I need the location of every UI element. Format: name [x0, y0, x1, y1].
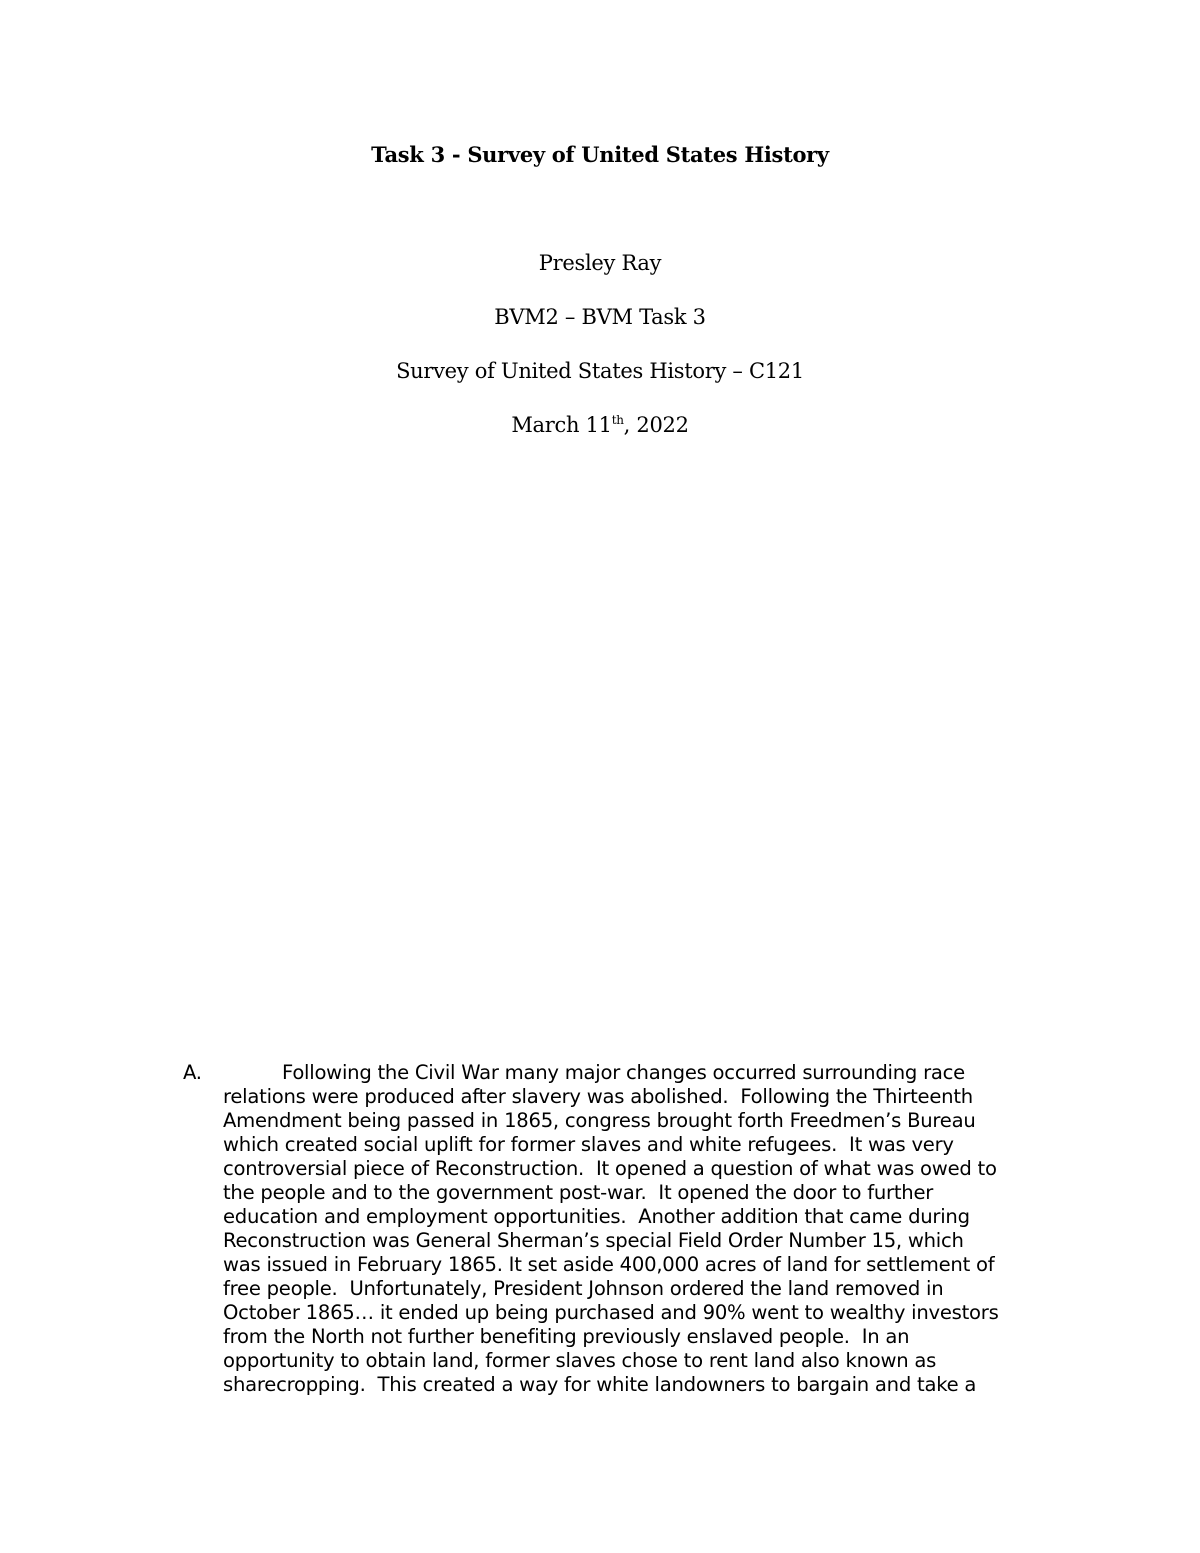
date-prefix: March 11	[511, 413, 612, 437]
paragraph-line: which created social uplift for former slaves and white refugees. It was very	[223, 1133, 954, 1156]
paragraph-line: free people. Unfortunately, President Johnson ordered the land removed in	[223, 1277, 944, 1300]
section-a-paragraph	[223, 1061, 1063, 1397]
date-suffix: , 2022	[623, 413, 689, 437]
paragraph-line: education and employment opportunities. Another addition that came during	[223, 1205, 970, 1228]
paragraph-line: Reconstruction was General Sherman’s special Field Order Number 15, which	[223, 1229, 964, 1252]
paragraph-line: relations were produced after slavery was abolished. Following the Thirteenth	[223, 1085, 973, 1108]
section-marker: A.	[183, 1061, 202, 1084]
paragraph-line: controversial piece of Reconstruction. It opened a question of what was owed to	[223, 1157, 997, 1180]
paragraph-line: Following the Civil War many major changes occurred surrounding race	[282, 1061, 965, 1084]
course-task: BVM2 – BVM Task 3	[494, 305, 706, 329]
paragraph-line: Amendment being passed in 1865, congress brought forth Freedmen’s Bureau	[223, 1109, 976, 1132]
paragraph-line: sharecropping. This created a way for white landowners to bargain and take a	[223, 1373, 977, 1396]
course-name: Survey of United States History – C121	[396, 359, 804, 383]
date-superscript: th	[611, 413, 624, 427]
paragraph-line: from the North not further benefiting previously enslaved people. In an	[223, 1325, 910, 1348]
paragraph-line: October 1865… it ended up being purchased and 90% went to wealthy investors	[223, 1301, 999, 1324]
paragraph-line: was issued in February 1865. It set aside 400,000 acres of land for settlement of	[223, 1253, 995, 1276]
paragraph-line: opportunity to obtain land, former slaves chose to rent land also known as	[223, 1349, 937, 1372]
submission-date	[0, 413, 1200, 437]
paragraph-line: the people and to the government post-war. It opened the door to further	[223, 1181, 934, 1204]
section-a	[183, 1061, 1063, 1397]
document-title: Task 3 - Survey of United States History	[371, 142, 829, 167]
author-name: Presley Ray	[538, 251, 662, 275]
